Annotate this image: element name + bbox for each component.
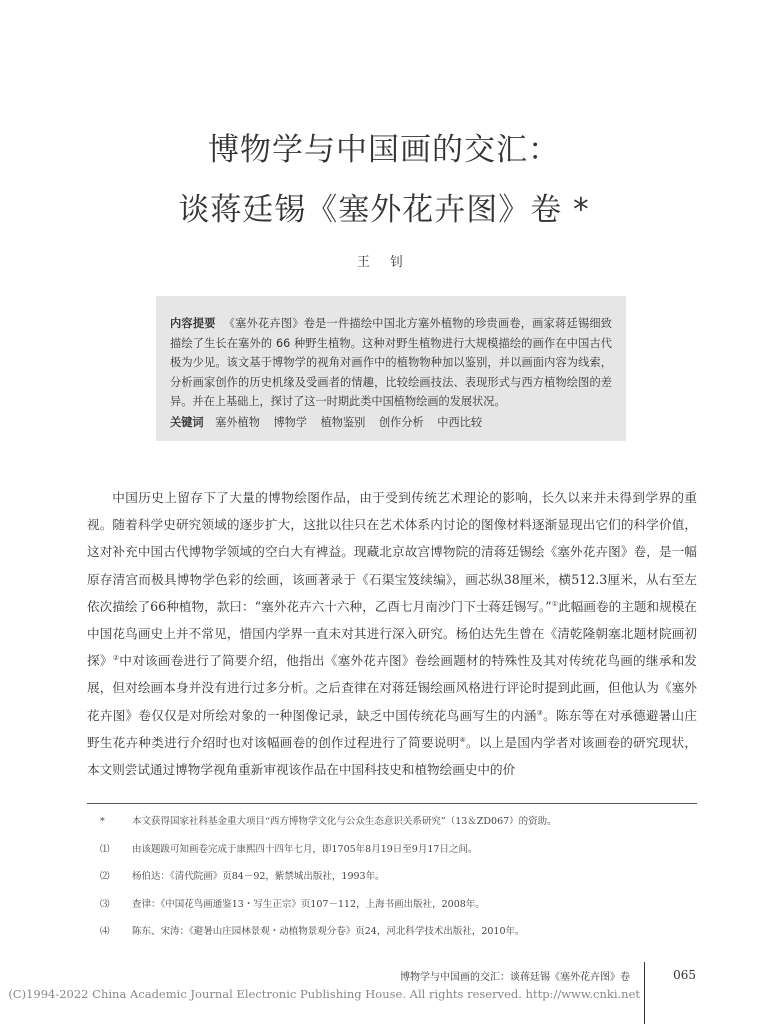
footnote xyxy=(100,843,700,857)
keyword: 中西比较 xyxy=(437,415,483,429)
page-number: 065 xyxy=(673,968,696,982)
abstract-box xyxy=(156,296,626,441)
body-text: 此幅画卷的主题和规模在中国花鸟画史上并不常见，惜国内学界一直未对其进行深入研究。杨伯达先生曾在《清乾隆朝塞北题材院画初探》 xyxy=(87,598,698,669)
keywords-label: 关键词 xyxy=(170,415,204,429)
footnote xyxy=(100,870,700,884)
footnote-text: 陈东、宋涛：《避暑山庄园林景观・动植物景观分卷》页24，河北科学技术出版社，2010年。 xyxy=(132,926,525,937)
footnote-ref[interactable]: ② xyxy=(112,654,120,663)
footnote-mark: ⑷ xyxy=(100,926,110,937)
body-paragraph xyxy=(87,484,697,783)
footnote-text: 由该题跋可知画卷完成于康熙四十四年七月，即1705年8月19日至9月17日之间。 xyxy=(132,843,478,855)
body-text: 中对该画卷进行了简要介绍，他指出《塞外花卉图》卷绘画题材的特殊性及其对传统花鸟画的继承和发展，但对绘画本身并没有进行过多分析。之后查律在对蒋廷锡绘画风格进行评论时提到此画，但他认为《塞外花卉图》卷仅仅是对所绘对象的一种图像记录，缺乏中国传统花鸟画写生的内涵 xyxy=(87,653,698,723)
abstract-paragraph xyxy=(170,314,612,412)
body-text: 中国历史上留存下了大量的博物绘图作品，由于受到传统艺术理论的影响，长久以来并未得到学界的重视。随着科学史研究领域的逐步扩大，这批以往只在艺术体系内讨论的图像材料逐渐显现出它们的科学价值，这对补充中国古代博物学领域的空白大有裨益。现藏北京故宫博物院的清蒋廷锡绘《塞外花卉图》卷，是一幅原存清宫而极具博物学色彩的绘画，该画著录于《石渠宝笈续编》，画芯纵38厘米，横512.3厘米，从右至左依次描绘了66种植物，款曰：“塞外花卉六十六种，乙酉七月南沙门下士蒋廷锡写。” xyxy=(87,490,697,614)
article-title-line-1: 博物学与中国画的交汇： xyxy=(208,132,560,168)
article-title-line-2: 谈蒋廷锡《塞外花卉图》卷 * xyxy=(178,192,590,228)
running-title: 博物学与中国画的交汇：谈蒋廷锡《塞外花卉图》卷 xyxy=(400,972,630,983)
body-text: 。陈东等在对承德避暑山庄野生花卉种类进行介绍时也对该幅画卷的创作过程进行了简要说明 xyxy=(87,707,697,750)
footnote-ref[interactable]: ③ xyxy=(536,708,544,717)
footnote xyxy=(100,898,700,912)
copyright-notice: (C)1994-2022 China Academic Journal Electronic Publishing House. All rights reserved. http://www.cnki.net xyxy=(8,987,640,1001)
footnote-mark: ⑴ xyxy=(100,843,110,855)
author-name: 王 钊 xyxy=(356,255,412,270)
footnote-mark: ⑵ xyxy=(100,871,110,882)
body-text: 。以上是国内学者对该画卷的研究现状，本文则尝试通过博物学视角重新审视该作品在中国科技史和植物绘画史中的价 xyxy=(87,734,698,778)
keyword: 博物学 xyxy=(273,415,308,429)
abstract-text: 《塞外花卉图》卷是一件描绘中国北方塞外植物的珍贵画卷，画家蒋廷锡细致描绘了生长在塞外的 66 种野生植物。这种对野生植物进行大规模描绘的画作在中国古代极为少见。该文基于博物学的视角对画作中的植物物种加以鉴别，并以画面内容为线索，分析画家创作的历史机缘及受画者的情趣，比较绘画技法、表现形式与西方植物绘图的差异。并在上基础上，探讨了这一时期此类中国植物绘画的发展状况。 xyxy=(170,317,612,408)
abstract-label: 内容提要 xyxy=(170,317,216,330)
keyword: 创作分析 xyxy=(378,415,424,429)
footnote-divider xyxy=(87,803,697,804)
footnote-mark: * xyxy=(100,816,105,827)
footnote-mark: ⑶ xyxy=(100,898,110,910)
keyword: 塞外植物 xyxy=(215,415,260,429)
footnote-ref[interactable]: ① xyxy=(551,599,559,608)
footnote-ref[interactable]: ④ xyxy=(459,735,467,744)
footnote xyxy=(100,925,700,939)
keywords-row xyxy=(170,413,612,433)
footnote-text: 本文获得国家社科基金重大项目“西方博物学文化与公众生态意识关系研究”（13＆ZD067）的资助。 xyxy=(132,816,557,827)
footnote-text: 查律：《中国花鸟画通鉴13・写生正宗》页107－112，上海书画出版社，2008年。 xyxy=(132,898,485,910)
footer-divider xyxy=(644,962,645,1024)
footnotes xyxy=(100,815,700,953)
footnote xyxy=(100,815,700,829)
keyword: 植物鉴别 xyxy=(320,415,366,429)
footnote-text: 杨伯达：《清代院画》页84－92，紫禁城出版社，1993年。 xyxy=(132,871,385,882)
